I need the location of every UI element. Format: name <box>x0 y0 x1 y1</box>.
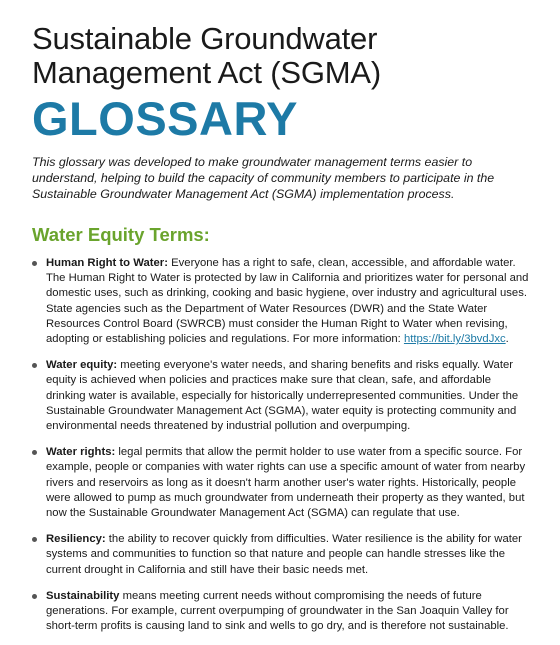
term-label: Resiliency: <box>46 533 106 546</box>
bullet-icon <box>32 450 37 455</box>
document-title <box>32 22 532 90</box>
term-definition: legal permits that allow the permit holder to use water from a specific source. For example, people or companies with water rights can use a specific amount of water from nearby rivers and reservoirs as long as it doesn't harm another user's water rights. Historically, people were allowed to pump as much groundwater from underneath their property as they wanted, but now the Sustainable Groundwater Management Act (SGMA) can regulate that use. <box>46 446 526 520</box>
title-line-2: Management Act (SGMA) <box>32 55 381 90</box>
intro-paragraph: This glossary was developed to make groundwater management terms easier to understand, helping to build the capacity of community members to participate in the Sustainable Groundwater Management Act (SGMA) implementation process. <box>32 155 495 201</box>
term-definition: means meeting current needs without compromising the needs of future generations. For example, current overpumping of groundwater in the San Joaquin Valley for short-term profits is causing land to sink and wells to go dry, and is therefore not sustainable. <box>46 589 509 633</box>
section-heading: Water Equity Terms: <box>32 224 210 245</box>
term-definition: Everyone has a right to safe, clean, accessible, and affordable water. The Human Right to Water is protected by law in California and prioritizes water for personal and domestic uses, such as drinking, cooking and basic hygiene, over industry and agricultural uses. State agencies such as the Department of Water Resources (DWR) and the State Water Resources Control Board (SWRCB) must consider the Human Right to Water when revising, adopting or establishing policies and regulations. For more information: <box>46 257 529 346</box>
term-label: Sustainability <box>46 589 120 602</box>
term-item-sustainability <box>32 589 532 635</box>
bullet-icon <box>32 363 37 368</box>
bullet-icon <box>32 594 37 599</box>
term-item-human-right-to-water <box>32 256 532 347</box>
term-definition: the ability to recover quickly from difficulties. Water resilience is the ability for water systems and communities to function so that nature and people can handle stresses like the current drought in California and still have their basic needs met. <box>46 533 522 576</box>
glossary-page <box>32 22 532 645</box>
term-label: Water rights: <box>46 446 116 459</box>
bullet-icon <box>32 261 37 266</box>
term-definition-end: . <box>505 333 509 346</box>
more-info-link[interactable]: https://bit.ly/3bvdJxc <box>403 333 506 346</box>
glossary-heading: GLOSSARY <box>32 92 299 145</box>
term-label: Human Right to Water: <box>46 257 168 269</box>
title-line-1: Sustainable Groundwater <box>32 21 378 56</box>
term-item-water-equity <box>32 358 532 434</box>
term-item-water-rights <box>32 445 532 521</box>
bullet-icon <box>32 537 37 542</box>
term-definition: meeting everyone's water needs, and sharing benefits and risks equally. Water equity is achieved when policies and practices make sure that clean, safe, and affordable drinking water is available, especially for historically underrepresented communities. Under the Sustainable Groundwater Management Act (SGMA), water equity is protecting community and environmental needs threatened by industrial pollution and overpumping. <box>46 359 519 433</box>
term-item-resiliency <box>32 532 532 578</box>
terms-list <box>32 256 532 634</box>
term-label: Water equity: <box>46 359 118 372</box>
